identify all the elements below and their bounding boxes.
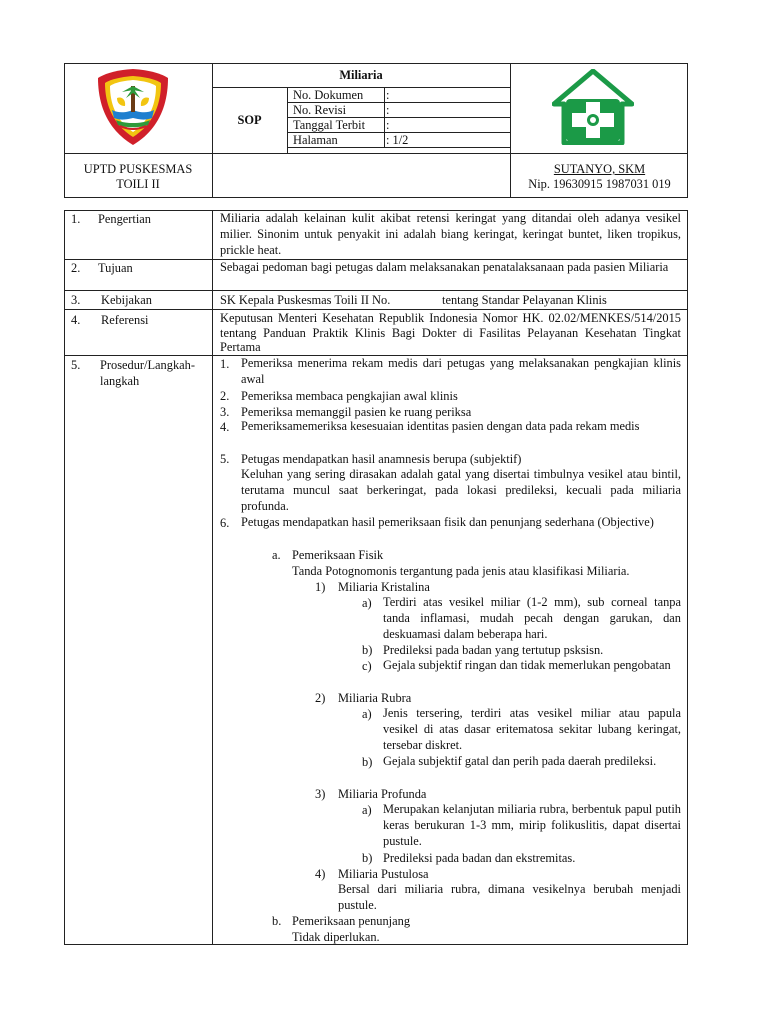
doc-field-value-nomor: :: [386, 88, 390, 102]
sub-marker: b.: [272, 914, 282, 928]
puskesmas-green-cross-logo: [552, 69, 634, 145]
signer-nip: Nip. 19630915 1987031 019: [528, 177, 671, 191]
step-text: Pemeriksa membaca pengkajian awal klinis: [241, 389, 458, 403]
sub-marker: a.: [272, 548, 281, 562]
item-marker: a): [362, 803, 372, 817]
step-text: Pemeriksamemeriksa kesesuaian identitas pasien dengan data pada rekam medis: [241, 419, 640, 433]
row-text-pengertian: Miliaria adalah kelainan kulit akibat retensi keringat yang ditandai oleh adanya vesikel milier. Sinonim untuk penyakit ini adalah biang keringat, keringat buntet, liken tropikus, prickle heat.: [220, 211, 681, 257]
row-label-kebijakan: Kebijakan: [101, 293, 152, 307]
type-number: 2): [315, 691, 326, 705]
row-number-pengertian: 1.: [71, 212, 81, 226]
step-number: 6.: [220, 516, 230, 530]
org-unit: TOILI II: [116, 177, 160, 191]
step-number: 1.: [220, 357, 230, 371]
org-name: UPTD PUSKESMAS: [83, 162, 193, 176]
row-text-tujuan: Sebagai pedoman bagi petugas dalam melaksanakan penatalaksanaan pada pasien Miliaria: [220, 260, 669, 274]
regency-shield-logo: [92, 66, 174, 148]
document-title: Miliaria: [339, 68, 383, 82]
row-number-prosedur: 5.: [71, 358, 81, 372]
row-label-tujuan: Tujuan: [98, 261, 133, 275]
item-marker: c): [362, 659, 372, 673]
row-label-pengertian: Pengertian: [98, 212, 151, 226]
item-text: Predileksi pada badan dan ekstremitas.: [383, 851, 576, 865]
sop-label: SOP: [237, 113, 262, 127]
type-number: 3): [315, 787, 326, 801]
item-text: Predileksi pada badan yang tertutup psksisn.: [383, 643, 604, 657]
row-text-kebijakan-a: SK Kepala Puskesmas Toili II No.: [220, 293, 391, 307]
step-note: Keluhan yang sering dirasakan adalah gatal yang disertai timbulnya vesikel atau bintil, terutama muncul saat berkeringat, pada lokasi predileksi, kecuali pada miliaria profunda.: [241, 467, 681, 513]
item-text: Gejala subjektif gatal dan perih pada daerah predileksi.: [383, 754, 657, 768]
row-label-prosedur: Prosedur/Langkah-: [100, 358, 195, 372]
type-desc: Bersal dari miliaria rubra, dimana vesikelnya berubah menjadi pustule.: [338, 882, 681, 912]
type-name: Miliaria Profunda: [338, 787, 427, 801]
item-marker: b): [362, 851, 373, 865]
doc-field-label-nomor: No. Dokumen: [293, 88, 364, 102]
doc-field-label-halaman: Halaman: [293, 133, 338, 147]
doc-field-value-revisi: :: [386, 103, 390, 117]
sub-title-pemeriksaan-penunjang: Pemeriksaan penunjang: [292, 914, 411, 928]
row-label-prosedur-cont: langkah: [100, 374, 140, 388]
row-number-referensi: 4.: [71, 313, 81, 327]
item-text: Terdiri atas vesikel miliar (1-2 mm), sub corneal tanpa tanda inflamasi, mudah pecah dengan garukan, dan deskuamasi dalam beberapa hari.: [383, 595, 681, 641]
item-text: Merupakan kelanjutan miliaria rubra, berbentuk papul putih keras berukuran 1-3 mm, mirip folikuslitis, dapat disertai pustule.: [383, 802, 681, 848]
step-number: 3.: [220, 405, 230, 419]
type-name: Miliaria Pustulosa: [338, 867, 429, 881]
item-marker: a): [362, 596, 372, 610]
item-marker: b): [362, 755, 373, 769]
sub-text: Tidak diperlukan.: [292, 930, 380, 944]
sub-title-pemeriksaan-fisik: Pemeriksaan Fisik: [292, 548, 384, 562]
type-name: Miliaria Kristalina: [338, 580, 430, 594]
item-text: Gejala subjektif ringan dan tidak memerlukan pengobatan: [383, 658, 671, 672]
row-number-tujuan: 2.: [71, 261, 81, 275]
row-label-referensi: Referensi: [101, 313, 149, 327]
item-marker: b): [362, 643, 373, 657]
row-number-kebijakan: 3.: [71, 293, 81, 307]
step-text: Pemeriksa menerima rekam medis dari petugas yang melaksanakan pengkajian klinis awal: [241, 356, 681, 386]
step-text: Pemeriksa memanggil pasien ke ruang periksa: [241, 405, 472, 419]
step-text: Petugas mendapatkan hasil anamnesis berupa (subjektif): [241, 452, 522, 466]
type-name: Miliaria Rubra: [338, 691, 412, 705]
step-text: Petugas mendapatkan hasil pemeriksaan fisik dan penunjang sederhana (Objective): [241, 515, 654, 529]
type-number: 1): [315, 580, 326, 594]
row-text-kebijakan-b: tentang Standar Pelayanan Klinis: [442, 293, 607, 307]
item-text: Jenis tersering, terdiri atas vesikel miliar atau papula vesikel di atas dasar eritematosa sekitar lubang keringat, tersebar diskret.: [383, 706, 681, 752]
doc-field-label-revisi: No. Revisi: [293, 103, 347, 117]
row-text-referensi: Keputusan Menteri Kesehatan Republik Indonesia Nomor HK. 02.02/MENKES/514/2015 tentang Panduan Praktik Klinis Bagi Dokter di Fasilitas Pelayanan Kesehatan Tingkat Pertama: [220, 311, 681, 355]
doc-field-value-halaman: : 1/2: [386, 133, 409, 147]
step-number: 5.: [220, 452, 230, 466]
signer-name: SUTANYO, SKM: [553, 162, 646, 176]
type-number: 4): [315, 867, 326, 881]
step-number: 4.: [220, 420, 230, 434]
step-number: 2.: [220, 389, 230, 403]
sub-intro: Tanda Potognomonis tergantung pada jenis atau klasifikasi Miliaria.: [292, 564, 630, 578]
item-marker: a): [362, 707, 372, 721]
doc-field-label-tanggal: Tanggal Terbit: [293, 118, 366, 132]
doc-field-value-tanggal: :: [386, 118, 390, 132]
